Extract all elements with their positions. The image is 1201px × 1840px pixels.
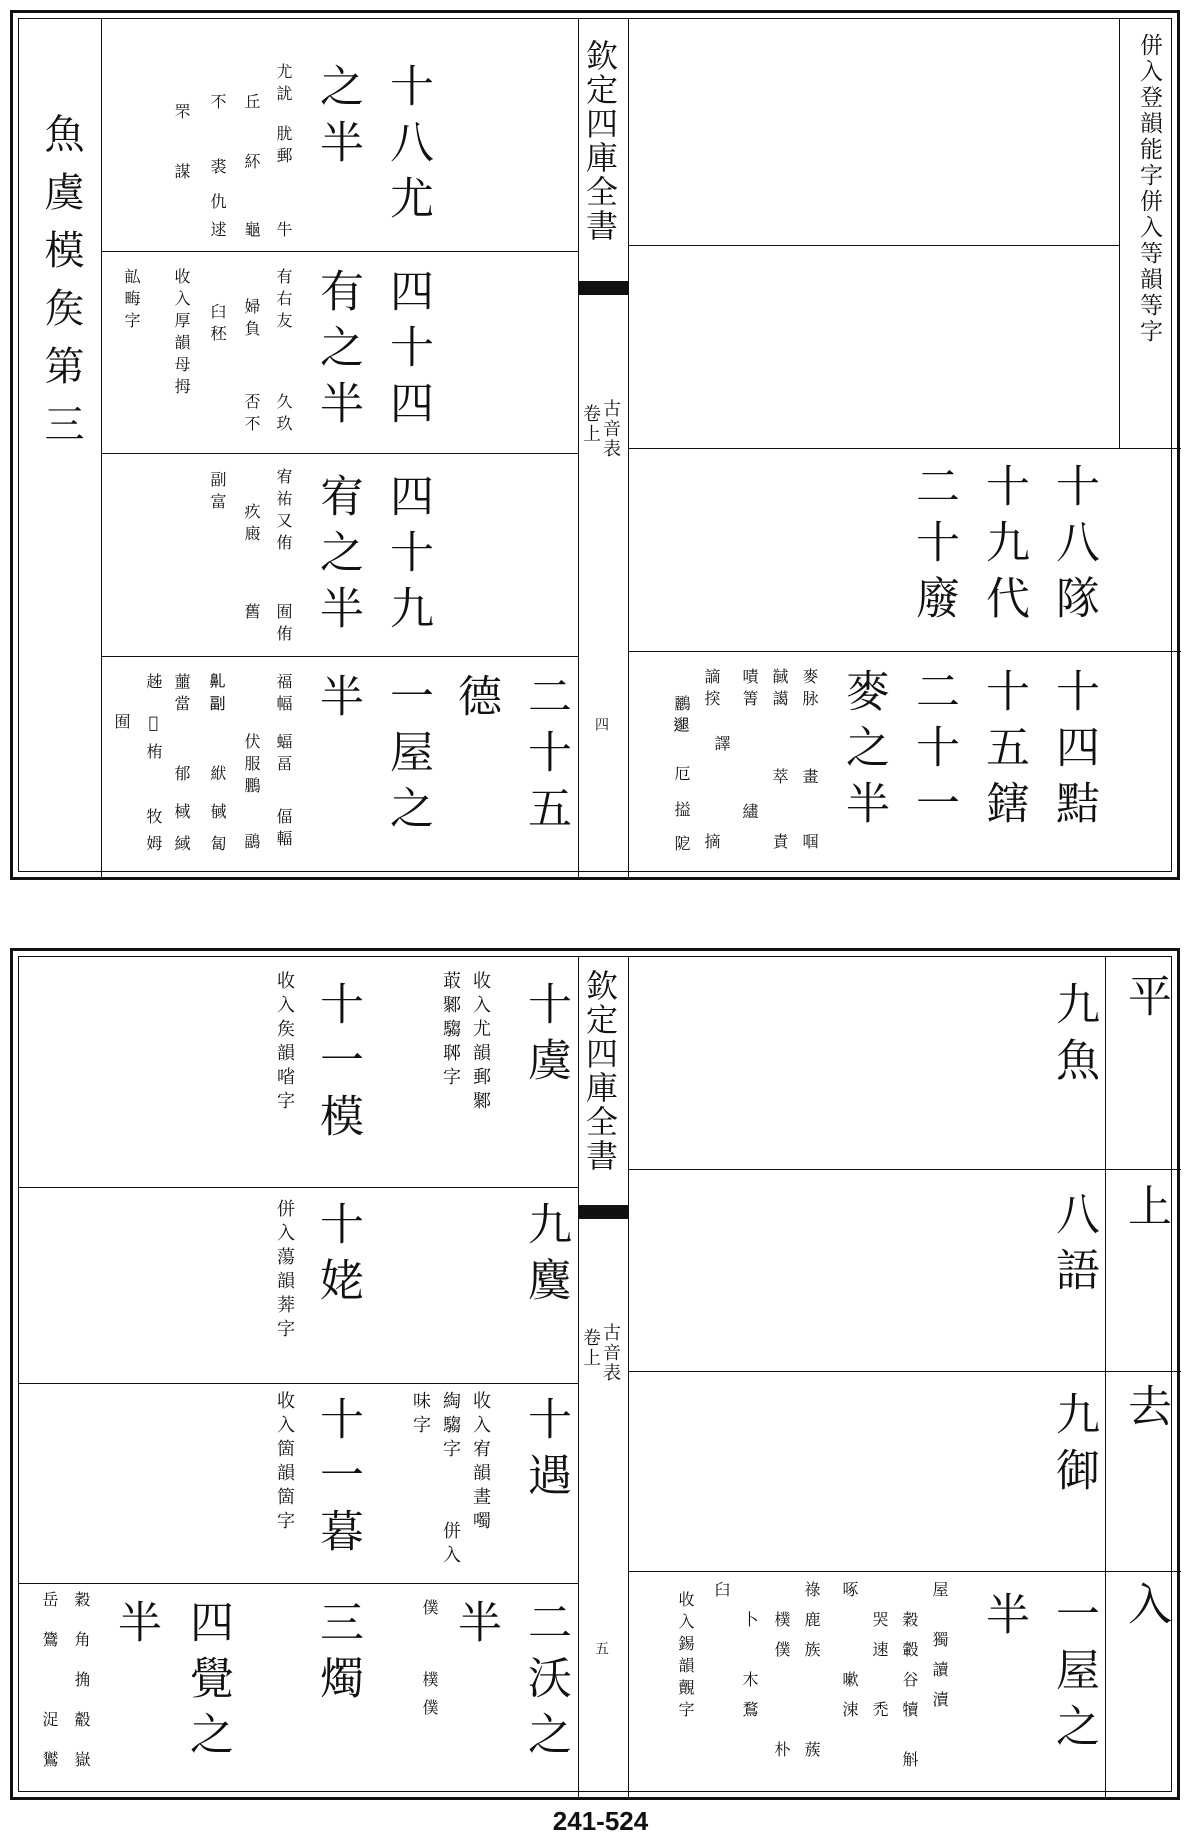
rhyme-col: 宥之半 (312, 473, 363, 641)
rhyme-col: 十八尤 (382, 63, 433, 231)
rhyme-col: 之半 (312, 63, 363, 175)
rhyme-col: 半 (450, 1599, 501, 1655)
rhyme-col: 二十一 (908, 668, 959, 836)
rhyme-col: 麥之半 (838, 668, 889, 836)
section-title: 魚虞模矦第三 (38, 113, 84, 461)
note-col: 收入宥韻晝噣 (470, 1391, 491, 1535)
rhyme-col: 十八隊 (1048, 463, 1099, 631)
rhyme-col: 九麌 (520, 1201, 571, 1313)
rhyme-col: 九魚 (1048, 981, 1099, 1093)
note-col: 收入箇韻箇字 (274, 1391, 295, 1535)
note-col: 菆鄹騶郰字 (440, 971, 461, 1091)
rhyme-col: 十一暮 (312, 1396, 363, 1564)
note-col: 收入矦韻㗂字 (274, 971, 295, 1115)
rhyme-col: 三燭 (312, 1599, 363, 1711)
rhyme-col: 十九代 (978, 463, 1029, 631)
rhyme-col: 十遇 (520, 1396, 571, 1508)
top-page: 欽定四庫全書 古音表 卷上 四 併入登韻能字併入等韻等字 十八隊 十九代 二十廢 十四黠 十五鎋 二十一 麥之半 麥脉 馘譪 嘖箐 謫揬 鸝𨗿 畫 譯 萃 啯 責 繣 摘 厄 搤 阸 魚虞模矦第三 十八尤 之半 尤訧 丘 不 罘 肬郵 紑 裘 謀 牛 龜 仇 逑 四十四 有之半 有右友 婦負 否不 久玖 收入厚韻母拇 畆畮字 臼秠 四十九 宥之半 宥祐又侑 副富 疚廄 舊 囿侑 二十五 德 一屋之 半 福幅 蝠畐 偪輻 伏服鵬 鶝 𪖐副 絥 匐 緎 蘁當 郁 棫 戫 牧 姆 趀 𢧾 栯 囿 (10, 10, 1180, 880)
rhyme-col: 四覺之 (182, 1599, 233, 1767)
rhyme-col: 四十九 (382, 473, 433, 641)
header-right-note: 併入登韻能字併入等韻等字 (1136, 33, 1162, 345)
spine-section: 古音表 (600, 399, 621, 459)
note-col: 收入尤韻郵鄹 (470, 971, 491, 1115)
spine (579, 957, 628, 1797)
rhyme-col: 半 (978, 1591, 1029, 1647)
rhyme-col: 十四黠 (1048, 668, 1099, 836)
rhyme-col: 德 (450, 673, 501, 729)
rhyme-col: 九御 (1048, 1391, 1099, 1503)
spine-title: 欽定四庫全書 (581, 39, 619, 243)
rhyme-col: 半 (312, 673, 363, 729)
rhyme-col: 有之半 (312, 268, 363, 436)
note-col: 味字 (410, 1391, 431, 1439)
spine-volume: 卷上 (580, 404, 601, 444)
rhyme-col: 十一模 (312, 981, 363, 1149)
tone-label: 入 (1120, 1581, 1171, 1637)
page-number: 241-524 (552, 1806, 649, 1836)
spine (579, 19, 628, 877)
rhyme-col: 半 (110, 1599, 161, 1655)
note-col: 併入 (440, 1521, 461, 1569)
tone-label: 去 (1120, 1383, 1171, 1439)
rhyme-col: 二沃之 (520, 1599, 571, 1767)
rhyme-col: 二十五 (520, 673, 571, 841)
rhyme-col: 十虞 (520, 981, 571, 1093)
note-col: 綯騶字 (440, 1391, 461, 1463)
tone-label: 上 (1120, 1183, 1171, 1239)
rhyme-col: 四十四 (382, 268, 433, 436)
rhyme-col: 十五鎋 (978, 668, 1029, 836)
rhyme-col: 二十廢 (908, 463, 959, 631)
rhyme-col: 十姥 (312, 1201, 363, 1313)
spine-folio: 四 (593, 717, 609, 737)
spine-folio: 五 (593, 1641, 609, 1661)
note-col: 併入蕩韻莾字 (274, 1199, 295, 1343)
tone-label: 平 (1120, 973, 1171, 1029)
rhyme-col: 一屋之 (382, 673, 433, 841)
rhyme-col: 八語 (1048, 1191, 1099, 1303)
spine-section: 古音表 (600, 1323, 621, 1383)
rhyme-col: 一屋之 (1048, 1591, 1099, 1759)
spine-title: 欽定四庫全書 (581, 969, 619, 1173)
spine-volume: 卷上 (580, 1328, 601, 1368)
bottom-page: 欽定四庫全書 古音表 卷上 五 平 九魚 上 八語 去 九御 入 一屋之 半 屋 穀 獨 讀 瀆 哭 轂 谷 犢 斛 啄 祿 鹿 族 速 嗽 涑 禿 蔟 樸 僕 木 鶩 朴 臼 卜 收入錫韻覿字 十虞 十一模 收入尤韻郵鄹 菆鄹騶郰字 收入矦韻㗂字 九麌 十姥 併入蕩韻莾字 十遇 十一暮 收入宥韻晝噣 綯騶字 味字 併入 收入箇韻箇字 二沃之 半 三燭 四覺之 半 僕 樸 僕 穀 角 捔 觳 嶽 岳 鷟 浞 鸑 (10, 948, 1180, 1800)
